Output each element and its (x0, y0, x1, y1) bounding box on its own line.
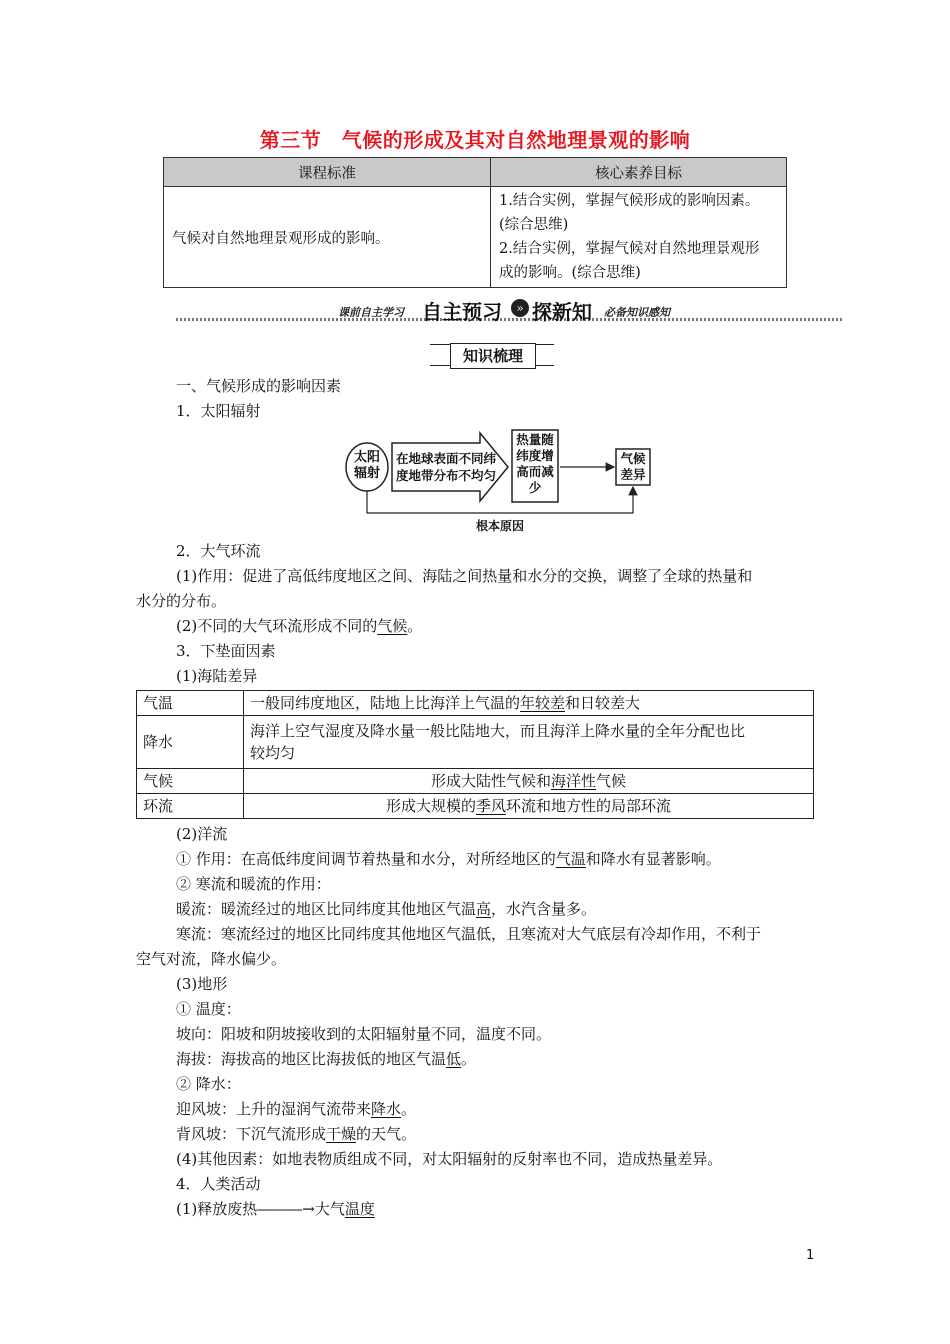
text-span: (2)不同的大气环流形成不同的 (176, 617, 378, 635)
row-content (244, 716, 814, 769)
page-number: 1 (806, 1248, 815, 1263)
text-span: 的天气。 (356, 1125, 417, 1143)
standards-header-right: 核心素养目标 (491, 158, 787, 187)
heat-box-line: 高而减 (516, 464, 554, 479)
circulation-climate (176, 616, 422, 636)
text-span: 气候 (596, 772, 627, 790)
other-factors: (4)其他因素：如地表物质组成不同，对太阳辐射的反射率也不同，造成热量差异。 (176, 1150, 723, 1168)
table-row (137, 794, 814, 819)
sea-land-table (136, 690, 814, 819)
standards-right-line: 成的影响。(综合思维) (499, 265, 641, 281)
banner-right-label: 必备知识感知 (604, 306, 670, 319)
answer-underline: 降水 (371, 1100, 402, 1118)
text-span: 。 (401, 1100, 417, 1118)
diagram-caption: 根本原因 (476, 519, 525, 533)
text-span: 暖流：暖流经过的地区比同纬度其他地区气温 (176, 900, 477, 918)
text-span: 大气 (314, 1200, 345, 1218)
answer-underline: 海洋性 (550, 772, 596, 790)
item-underlying-surface: 3．下垫面因素 (176, 642, 276, 660)
warm-current (176, 899, 596, 919)
row-content (244, 769, 814, 794)
standards-right-cell (491, 187, 787, 288)
table-row (137, 769, 814, 794)
knowledge-section-label (430, 344, 554, 366)
answer-underline: 低 (446, 1050, 462, 1068)
standards-table (163, 157, 787, 288)
row-content (244, 691, 814, 716)
banner-title-a: 自主预习 (422, 300, 502, 324)
altitude (176, 1049, 476, 1069)
arrow-label-line: 度地带分布不均匀 (396, 468, 497, 483)
item-atmospheric-circulation: 2．大气环流 (176, 542, 261, 560)
banner-title-b: 探新知 (532, 300, 592, 324)
text-span: (1)释放废热 (176, 1200, 258, 1218)
standards-right-line: 2.结合实例，掌握气候对自然地理景观形 (499, 241, 760, 257)
climate-box-label (617, 451, 649, 483)
text-span: 环流和地方性的局部环流 (506, 797, 672, 815)
knowledge-label-text: 知识梳理 (450, 343, 536, 369)
sun-label (353, 450, 381, 482)
row-content-line: 较均匀 (250, 744, 296, 762)
text-span: 和日较差大 (565, 694, 641, 712)
row-category: 气温 (137, 691, 244, 716)
answer-underline: 气候 (377, 617, 408, 635)
arrow-label-line: 在地球表面不同纬 (396, 451, 497, 466)
slope-direction: 坡向：阳坡和阴坡接收到的太阳辐射量不同，温度不同。 (176, 1025, 552, 1043)
leeward-slope (176, 1124, 416, 1144)
ocean-current-heading: (2)洋流 (176, 825, 228, 843)
climate-box-line: 气候 (620, 451, 646, 466)
cold-current-b: 空气对流，降水偏少。 (136, 950, 287, 968)
cold-current-a: 寒流：寒流经过的地区比同纬度其他地区气温低，且寒流对大气底层有冷却作用，不利于 (176, 925, 762, 943)
answer-underline: 高 (476, 900, 492, 918)
terrain-temperature: ① 温度： (176, 1000, 241, 1018)
text-span: 形成大陆性气候和 (430, 772, 551, 790)
banner-left-label: 课前自主学习 (338, 306, 404, 319)
text-span: 和降水有显著影响。 (585, 850, 721, 868)
item-solar-radiation: 1．太阳辐射 (176, 402, 261, 420)
item-human-activity: 4．人类活动 (176, 1175, 261, 1193)
answer-underline: 季风 (475, 797, 506, 815)
table-row (137, 691, 814, 716)
sun-label-line: 辐射 (353, 466, 380, 481)
ocean-effect (176, 849, 721, 869)
ocean-warm-cold: ② 寒流和暖流的作用： (176, 875, 331, 893)
text-span: 背风坡：下沉气流形成 (176, 1125, 327, 1143)
section-title: 第三节 气候的形成及其对自然地理景观的影响 (259, 128, 691, 152)
waste-heat (176, 1199, 375, 1219)
chevron-right-icon: » (511, 299, 529, 317)
text-span: ，水汽含量多。 (491, 900, 597, 918)
climate-box-line: 差异 (620, 467, 646, 482)
arrow-right-icon: ―――→ (257, 1200, 315, 1218)
circulation-effect-a: (1)作用：促进了高低纬度地区之间、海陆之间热量和水分的交换，调整了全球的热量和 (176, 567, 753, 585)
text-span: 迎风坡：上升的湿润气流带来 (176, 1100, 372, 1118)
terrain-precipitation: ② 降水： (176, 1075, 241, 1093)
row-content (244, 794, 814, 819)
answer-underline: 年较差 (520, 694, 566, 712)
standards-right-line: (综合思维) (499, 217, 569, 233)
windward-slope (176, 1099, 416, 1119)
standards-header-left: 课程标准 (164, 158, 491, 187)
text-span: ① 作用：在高低纬度间调节着热量和水分，对所经地区的 (176, 850, 556, 868)
circulation-effect-b: 水分的分布。 (136, 592, 227, 610)
heat-box-line: 少 (528, 480, 542, 495)
row-category: 降水 (137, 716, 244, 769)
table-row (137, 716, 814, 769)
text-span: 形成大规模的 (385, 797, 476, 815)
heat-box-line: 热量随 (516, 432, 554, 447)
text-span: 一般同纬度地区，陆地上比海洋上气温的 (250, 694, 521, 712)
row-content-line: 海洋上空气湿度及降水量一般比陆地大，而且海洋上降水量的全年分配也比 (250, 722, 746, 740)
answer-underline: 温度 (344, 1200, 375, 1218)
terrain-heading: (3)地形 (176, 975, 228, 993)
answer-underline: 气温 (555, 850, 586, 868)
row-category: 环流 (137, 794, 244, 819)
arrow-label (396, 450, 496, 484)
text-span: 海拔：海拔高的地区比海拔低的地区气温 (176, 1050, 447, 1068)
standards-left-cell: 气候对自然地理景观形成的影响。 (164, 187, 491, 288)
standards-right-line: 1.结合实例，掌握气候形成的影响因素。 (499, 193, 760, 209)
heat-box-line: 纬度增 (516, 448, 554, 463)
section-banner (176, 296, 842, 324)
heading-factors: 一、气候形成的影响因素 (176, 377, 342, 395)
sun-label-line: 太阳 (353, 450, 380, 465)
sea-land-heading: (1)海陆差异 (176, 667, 258, 685)
row-category: 气候 (137, 769, 244, 794)
text-span: 。 (407, 617, 423, 635)
answer-underline: 干燥 (326, 1125, 357, 1143)
banner-dotted-rule (176, 318, 842, 321)
text-span: 。 (461, 1050, 477, 1068)
heat-box-label (514, 432, 556, 496)
